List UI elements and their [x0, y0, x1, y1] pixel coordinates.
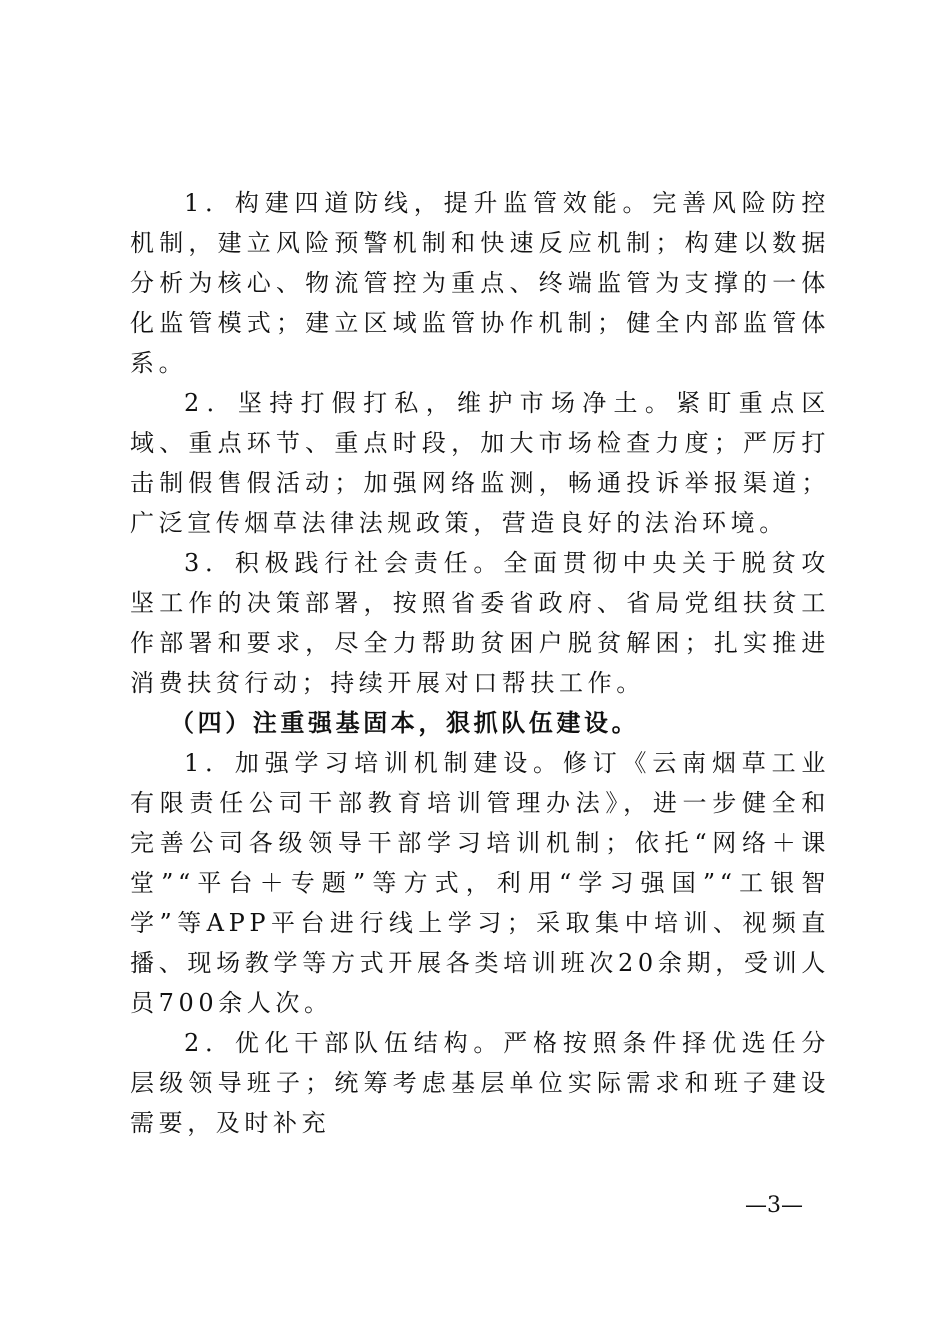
paragraph-1: 1．构建四道防线，提升监管效能。完善风险防控机制，建立风险预警机制和快速反应机制；构建以数据分析为核心、物流管控为重点、终端监管为支撑的一体化监管模式；建立区域监管协作机制；健全内部监管体系。 — [130, 189, 830, 377]
document-body — [130, 183, 830, 1143]
paragraph-3: 3．积极践行社会责任。全面贯彻中央关于脱贫攻坚工作的决策部署，按照省委省政府、省局党组扶贫工作部署和要求，尽全力帮助贫困户脱贫解困；扎实推进消费扶贫行动；持续开展对口帮扶工作。 — [130, 549, 830, 697]
paragraph-4: 1．加强学习培训机制建设。修订《云南烟草工业有限责任公司干部教育培训管理办法》，进一步健全和完善公司各级领导干部学习培训机制；依托“网络＋课堂”“平台＋专题”等方式，利用“学习强国”“工银智学”等APP平台进行线上学习；采取集中培训、视频直播、现场教学等方式开展各类培训班次20余期，受训人员700余人次。 — [130, 749, 830, 1017]
paragraph-5: 2．优化干部队伍结构。严格按照条件择优选任分层级领导班子；统筹考虑基层单位实际需求和班子建设需要，及时补充 — [130, 1029, 830, 1137]
section-heading: （四）注重强基固本，狠抓队伍建设。 — [170, 708, 640, 737]
paragraph-2: 2．坚持打假打私，维护市场净土。紧盯重点区域、重点环节、重点时段，加大市场检查力度；严厉打击制假售假活动；加强网络监测，畅通投诉举报渠道；广泛宣传烟草法律法规政策，营造良好的法治环境。 — [130, 389, 830, 537]
page-number: —3— — [745, 1193, 803, 1218]
